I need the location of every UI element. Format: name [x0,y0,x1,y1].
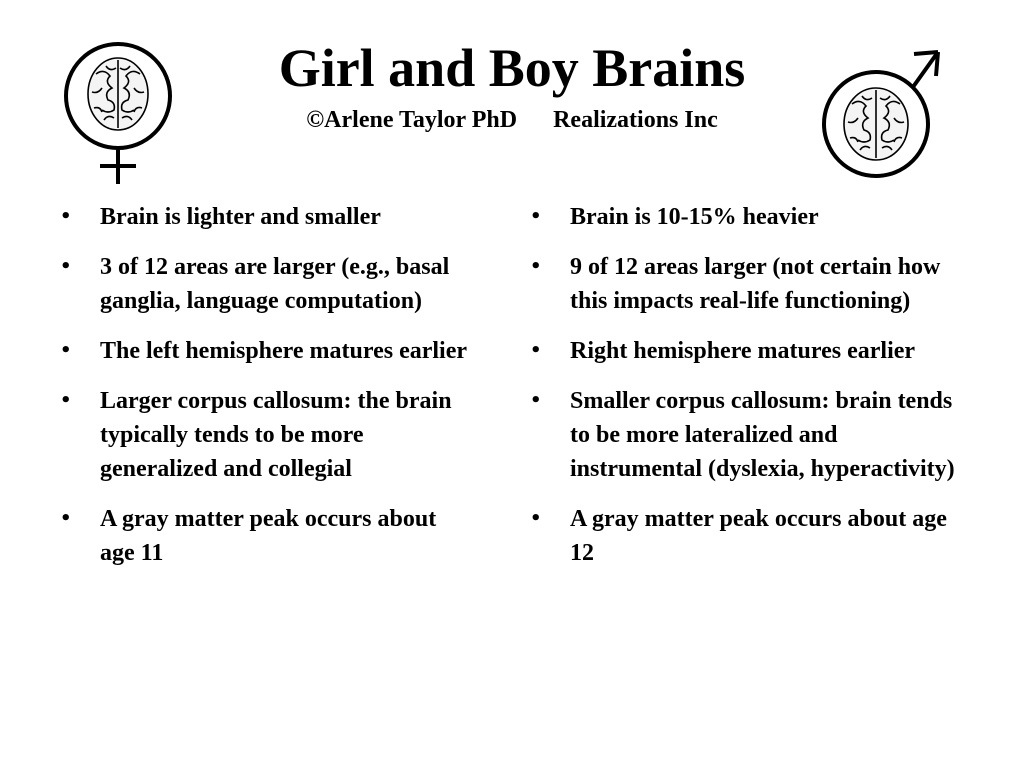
bullet-icon: • [60,390,72,411]
list-item: • Larger corpus callosum: the brain typically tends to be more generalized and collegial [58,384,468,486]
list-item: • Brain is 10-15% heavier [528,200,968,234]
author-credit: ©Arlene Taylor PhD [306,107,518,133]
company-name: Realizations Inc [553,107,718,133]
bullet-icon: • [530,256,542,277]
bullet-icon: • [60,206,72,227]
subtitle [0,104,1024,136]
page-title: Girl and Boy Brains [278,38,746,98]
bullet-icon: • [60,508,72,529]
list-item: • 3 of 12 areas are larger (e.g., basal ganglia, language computation) [58,250,468,318]
list-item: • A gray matter peak occurs about age 11 [58,502,468,570]
boy-brain-list [528,200,968,586]
bullet-icon: • [60,256,72,277]
bullet-icon: • [530,206,542,227]
girl-brain-list [58,200,468,586]
bullet-icon: • [530,340,542,361]
list-item: • Smaller corpus callosum: brain tends to be more lateralized and instrumental (dyslexia, hyperactivity) [528,384,968,486]
list-item: • Right hemisphere matures earlier [528,334,968,368]
bullet-icon: • [60,340,72,361]
list-item: • The left hemisphere matures earlier [58,334,468,368]
bullet-icon: • [530,508,542,529]
bullet-icon: • [530,390,542,411]
list-item: • Brain is lighter and smaller [58,200,468,234]
list-item: • A gray matter peak occurs about age 12 [528,502,968,570]
list-item: • 9 of 12 areas larger (not certain how this impacts real-life functioning) [528,250,968,318]
